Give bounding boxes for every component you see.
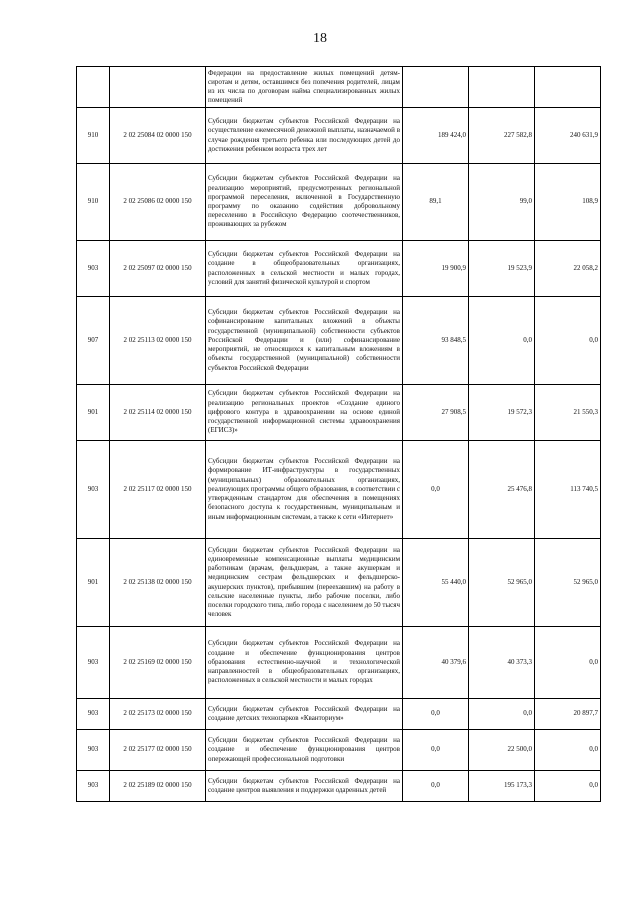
table-row bbox=[77, 627, 601, 699]
budget-classification-code-cell: 2 02 25113 02 0000 150 bbox=[110, 297, 206, 385]
table-row bbox=[77, 539, 601, 627]
amount-year-2-cell: 0,0 bbox=[469, 297, 535, 385]
amount-year-2-cell: 195 173,3 bbox=[469, 771, 535, 802]
amount-year-1-cell bbox=[403, 67, 469, 108]
table-body bbox=[77, 67, 601, 802]
admin-code-cell: 903 bbox=[77, 699, 110, 730]
amount-year-2-cell: 19 523,9 bbox=[469, 241, 535, 297]
budget-classification-code-cell: 2 02 25117 02 0000 150 bbox=[110, 441, 206, 539]
amount-year-3-cell: 108,9 bbox=[535, 164, 601, 241]
amount-year-3-cell: 0,0 bbox=[535, 297, 601, 385]
budget-classification-code-cell: 2 02 25086 02 0000 150 bbox=[110, 164, 206, 241]
budget-classification-code-cell bbox=[110, 67, 206, 108]
amount-year-2-cell bbox=[469, 67, 535, 108]
revenue-name-cell: Субсидии бюджетам субъектов Российской Федерации на создание и обеспечение функционирования центров опережающей профессиональной подготовки bbox=[206, 730, 403, 771]
amount-year-3-cell bbox=[535, 67, 601, 108]
amount-year-2-cell: 25 476,8 bbox=[469, 441, 535, 539]
admin-code-cell: 903 bbox=[77, 627, 110, 699]
admin-code-cell bbox=[77, 67, 110, 108]
amount-year-2-cell: 40 373,3 bbox=[469, 627, 535, 699]
amount-year-1-cell: 93 848,5 bbox=[403, 297, 469, 385]
budget-classification-code-cell: 2 02 25177 02 0000 150 bbox=[110, 730, 206, 771]
amount-year-3-cell: 0,0 bbox=[535, 771, 601, 802]
amount-year-1-cell: 19 900,9 bbox=[403, 241, 469, 297]
admin-code-cell: 903 bbox=[77, 441, 110, 539]
admin-code-cell: 910 bbox=[77, 164, 110, 241]
amount-year-1-cell: 0,0 bbox=[403, 699, 469, 730]
revenue-name-cell: Субсидии бюджетам субъектов Российской Федерации на реализацию региональных проектов «Создание единого цифрового контура в здравоохранении на основе единой государственной информационной системы здравоохранения (ЕГИСЗ)» bbox=[206, 385, 403, 441]
amount-year-3-cell: 22 058,2 bbox=[535, 241, 601, 297]
amount-year-3-cell: 21 550,3 bbox=[535, 385, 601, 441]
table-row bbox=[77, 730, 601, 771]
amount-year-3-cell: 113 740,5 bbox=[535, 441, 601, 539]
budget-classification-code-cell: 2 02 25138 02 0000 150 bbox=[110, 539, 206, 627]
table-row bbox=[77, 108, 601, 164]
admin-code-cell: 903 bbox=[77, 730, 110, 771]
table-row bbox=[77, 385, 601, 441]
amount-year-1-cell: 0,0 bbox=[403, 730, 469, 771]
amount-year-2-cell: 52 965,0 bbox=[469, 539, 535, 627]
amount-year-3-cell: 240 631,9 bbox=[535, 108, 601, 164]
budget-classification-code-cell: 2 02 25173 02 0000 150 bbox=[110, 699, 206, 730]
revenue-name-cell: Субсидии бюджетам субъектов Российской Федерации на создание центров выявления и поддержки одаренных детей bbox=[206, 771, 403, 802]
revenue-name-cell: Субсидии бюджетам субъектов Российской Федерации на осуществление ежемесячной денежной выплаты, назначаемой в случае рождения третьего ребенка или последующих детей до достижения ребенком возраста трех лет bbox=[206, 108, 403, 164]
admin-code-cell: 907 bbox=[77, 297, 110, 385]
budget-revenue-table bbox=[76, 66, 601, 802]
table-row bbox=[77, 699, 601, 730]
table-row bbox=[77, 164, 601, 241]
table-row bbox=[77, 771, 601, 802]
admin-code-cell: 903 bbox=[77, 771, 110, 802]
table-row bbox=[77, 67, 601, 108]
revenue-name-cell: Субсидии бюджетам субъектов Российской Федерации на создание в общеобразовательных организациях, расположенных в сельской местности и малых городах, условий для занятий физической культурой и спортом bbox=[206, 241, 403, 297]
admin-code-cell: 901 bbox=[77, 385, 110, 441]
admin-code-cell: 910 bbox=[77, 108, 110, 164]
revenue-name-cell: Федерации на предоставление жилых помещений детям-сиротам и детям, оставшимся без попечения родителей, лицам из их числа по договорам найма специализированных жилых помещений bbox=[206, 67, 403, 108]
budget-classification-code-cell: 2 02 25097 02 0000 150 bbox=[110, 241, 206, 297]
amount-year-2-cell: 19 572,3 bbox=[469, 385, 535, 441]
table-row bbox=[77, 241, 601, 297]
page-number: 18 bbox=[313, 31, 327, 46]
amount-year-2-cell: 0,0 bbox=[469, 699, 535, 730]
amount-year-2-cell: 22 500,0 bbox=[469, 730, 535, 771]
amount-year-1-cell: 189 424,0 bbox=[403, 108, 469, 164]
budget-classification-code-cell: 2 02 25114 02 0000 150 bbox=[110, 385, 206, 441]
revenue-name-cell: Субсидии бюджетам субъектов Российской Федерации на формирование ИТ-инфраструктуры в государственных (муниципальных) образовательных организациях, реализующих программы общего образования, в соответствии с утвержденным стандартом для обеспечения в помещениях безопасного доступа к государственным, муниципальным и иным информационным системам, а также к сети «Интернет» bbox=[206, 441, 403, 539]
revenue-name-cell: Субсидии бюджетам субъектов Российской Федерации на единовременные компенсационные выплаты медицинским работникам (врачам, фельдшерам, а также акушеркам и медицинским сестрам фельдшерских и фельдшерско-акушерских пунктов), прибывшим (переехавшим) на работу в сельские населенные пункты, либо рабочие поселки, либо поселки городского типа, либо города с населением до 50 тысяч человек bbox=[206, 539, 403, 627]
revenue-name-cell: Субсидии бюджетам субъектов Российской Федерации на реализацию мероприятий, предусмотренных региональной программой переселения, включенной в Государственную программу по оказанию содействия добровольному переселению в Российскую Федерацию соотечественников, проживающих за рубежом bbox=[206, 164, 403, 241]
amount-year-2-cell: 227 582,8 bbox=[469, 108, 535, 164]
revenue-name-cell: Субсидии бюджетам субъектов Российской Федерации на софинансирование капитальных вложений в объекты государственной (муниципальной) собственности субъектов Российской Федерации и (или) софинансирование мероприятий, не относящихся к капитальным вложениям в объекты государственной (муниципальной) собственности субъектов Российской Федерации bbox=[206, 297, 403, 385]
amount-year-3-cell: 20 897,7 bbox=[535, 699, 601, 730]
amount-year-1-cell: 89,1 bbox=[403, 164, 469, 241]
budget-classification-code-cell: 2 02 25189 02 0000 150 bbox=[110, 771, 206, 802]
budget-classification-code-cell: 2 02 25169 02 0000 150 bbox=[110, 627, 206, 699]
amount-year-1-cell: 0,0 bbox=[403, 771, 469, 802]
budget-classification-code-cell: 2 02 25084 02 0000 150 bbox=[110, 108, 206, 164]
amount-year-2-cell: 99,0 bbox=[469, 164, 535, 241]
amount-year-1-cell: 27 908,5 bbox=[403, 385, 469, 441]
revenue-name-cell: Субсидии бюджетам субъектов Российской Федерации на создание и обеспечение функционирования центров образования естественно-научной и технологической направленностей в общеобразовательных организациях, расположенных в сельской местности и малых городах bbox=[206, 627, 403, 699]
table-row bbox=[77, 441, 601, 539]
amount-year-3-cell: 52 965,0 bbox=[535, 539, 601, 627]
amount-year-1-cell: 0,0 bbox=[403, 441, 469, 539]
amount-year-3-cell: 0,0 bbox=[535, 627, 601, 699]
amount-year-3-cell: 0,0 bbox=[535, 730, 601, 771]
table-row bbox=[77, 297, 601, 385]
amount-year-1-cell: 40 379,6 bbox=[403, 627, 469, 699]
admin-code-cell: 903 bbox=[77, 241, 110, 297]
amount-year-1-cell: 55 440,0 bbox=[403, 539, 469, 627]
admin-code-cell: 901 bbox=[77, 539, 110, 627]
revenue-name-cell: Субсидии бюджетам субъектов Российской Федерации на создание детских технопарков «Кванториум» bbox=[206, 699, 403, 730]
